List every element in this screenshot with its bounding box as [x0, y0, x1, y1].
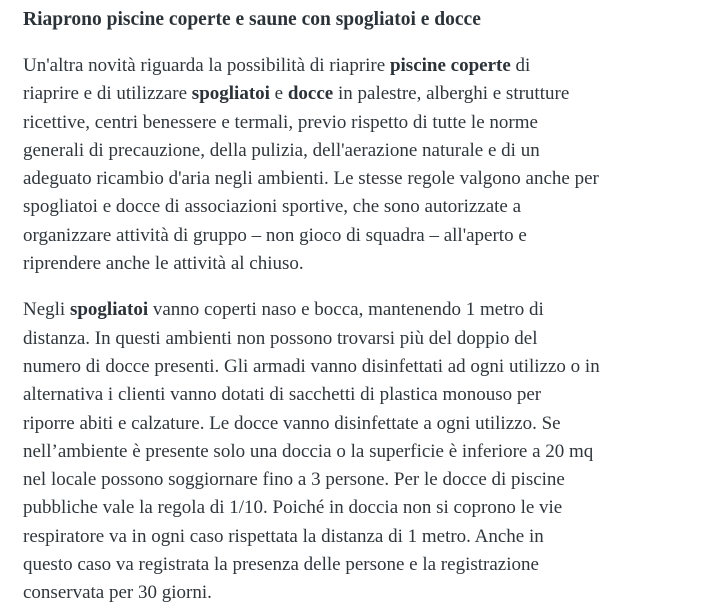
plain-text: in palestre, alberghi e strutture — [333, 83, 570, 105]
plain-text: vanno coperti naso e bocca, mantenendo 1 metro di — [148, 299, 544, 321]
text-line — [23, 296, 677, 324]
bold-text: spogliatoi — [69, 299, 149, 321]
text-line — [23, 438, 677, 466]
plain-text: di — [510, 55, 531, 76]
plain-text: organizzare attività di gruppo – non gioco di squadra – all'aperto e — [23, 224, 527, 246]
plain-text: alternativa i clienti vanno dotati di sacchetti di plastica monouso per — [23, 384, 542, 406]
bold-text: piscine coperte — [389, 55, 511, 76]
text-line — [23, 250, 677, 278]
plain-text: riporre abiti e calzature. Le docce vanno disinfettate a ogni utilizzo. Se — [23, 412, 561, 434]
plain-text: pubbliche vale la regola di 1/10. Poiché in doccia non si coprono le vie — [23, 497, 563, 519]
text-line — [23, 80, 677, 108]
text-line — [23, 381, 677, 409]
article-body — [23, 52, 677, 608]
bold-text: spogliatoi — [191, 83, 270, 105]
text-line — [23, 222, 677, 250]
text-line — [23, 579, 677, 607]
plain-text: Negli — [23, 299, 70, 321]
plain-text: conservata per 30 giorni. — [23, 582, 212, 604]
text-line — [23, 165, 677, 193]
paragraph — [23, 296, 677, 607]
plain-text: respiratore va in ogni caso rispettata la distanza di 1 metro. Anche in — [23, 525, 544, 547]
plain-text: Un'altra novità riguarda la possibilità di riaprire — [23, 55, 390, 76]
plain-text: ricettive, centri benessere e termali, previo rispetto di tutte le norme — [23, 111, 538, 133]
plain-text: distanza. In questi ambienti non possono trovarsi più del doppio del — [23, 327, 538, 349]
plain-text: spogliatoi e docce di associazioni sportive, che sono autorizzate a — [23, 196, 522, 218]
plain-text: nell’ambiente è presente solo una doccia o la superficie è inferiore a 20 mq — [23, 440, 594, 462]
text-line — [23, 466, 677, 494]
text-line — [23, 52, 677, 80]
text-line — [23, 193, 677, 221]
plain-text: riprendere anche le attività al chiuso. — [23, 253, 304, 275]
plain-text: adeguato ricambio d'aria negli ambienti. Le stesse regole valgono anche per — [23, 168, 599, 190]
text-line — [23, 410, 677, 438]
text-line — [23, 325, 677, 353]
paragraph — [23, 52, 677, 278]
text-line — [23, 353, 677, 381]
bold-text: docce — [287, 83, 334, 105]
plain-text: questo caso va registrata la presenza delle persone e la registrazione — [23, 554, 539, 576]
article-heading: Riaprono piscine coperte e saune con spogliatoi e docce — [23, 9, 481, 30]
plain-text: numero di docce presenti. Gli armadi vanno disinfettati ad ogni utilizzo o in — [23, 355, 600, 377]
plain-text: nel locale possono soggiornare fino a 3 persone. Per le docce di piscine — [23, 469, 565, 491]
plain-text: generali di precauzione, della pulizia, dell'aerazione naturale e di un — [23, 139, 540, 161]
text-line — [23, 109, 677, 137]
text-line — [23, 551, 677, 579]
text-line — [23, 137, 677, 165]
plain-text: e — [269, 83, 288, 105]
text-line — [23, 494, 677, 522]
text-line — [23, 523, 677, 551]
plain-text: riaprire e di utilizzare — [23, 83, 192, 105]
